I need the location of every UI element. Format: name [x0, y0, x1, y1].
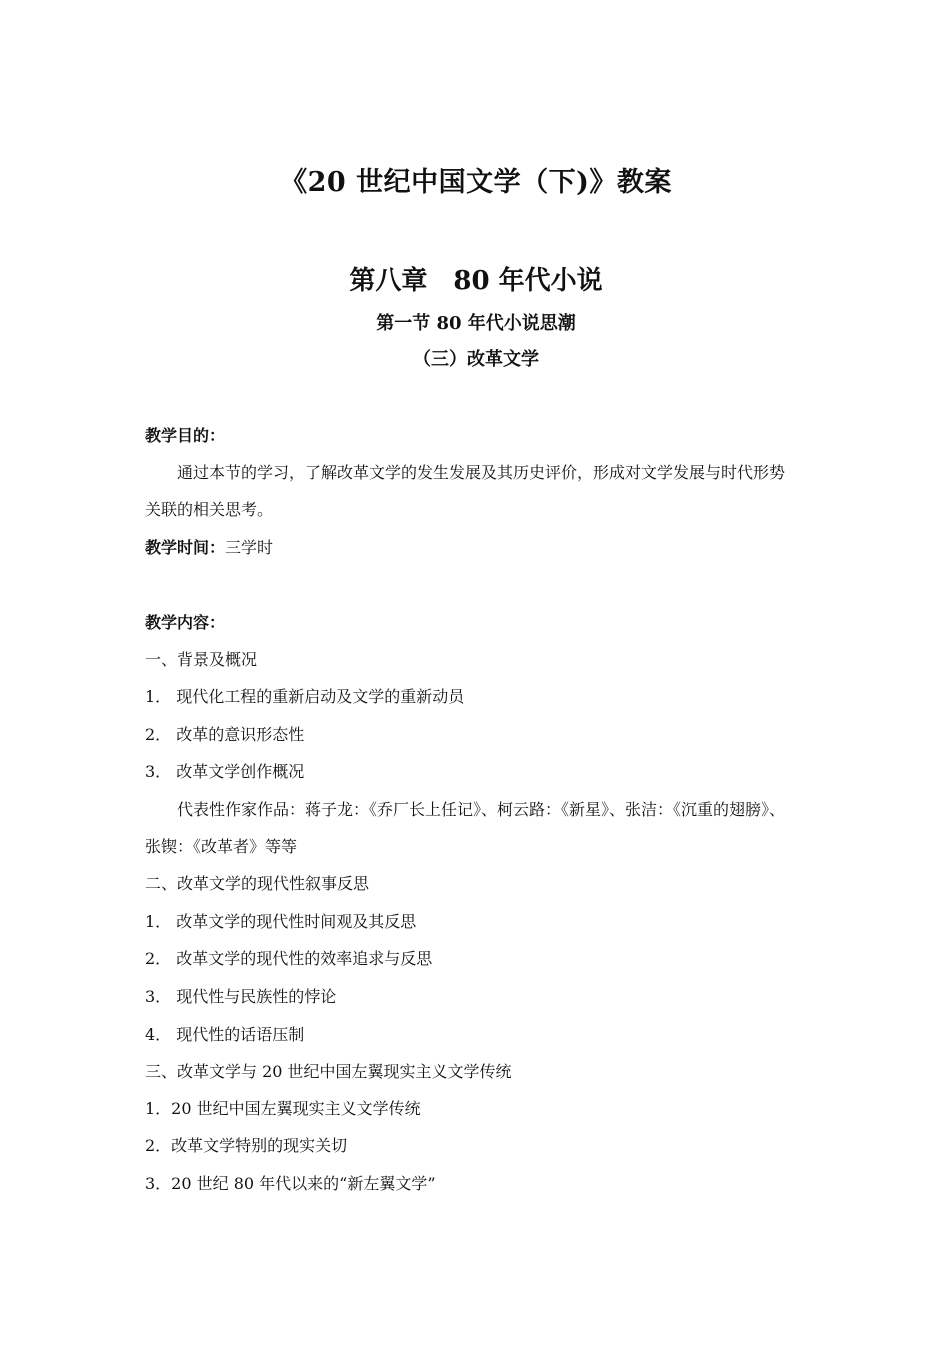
time-value: 三学时: [225, 538, 274, 557]
content-item: 1． 改革文学的现代性时间观及其反思: [145, 912, 417, 931]
content-item: 1． 现代化工程的重新启动及文学的重新动员: [145, 687, 465, 706]
content-item: 3．20 世纪 80 年代以来的“新左翼文学”: [145, 1174, 436, 1193]
time-row: [145, 537, 273, 559]
goals-paragraph-line-1: 通过本节的学习，了解改革文学的发生发展及其历史评价，形成对文学发展与时代形势: [177, 463, 786, 482]
content-item: 2． 改革的意识形态性: [145, 725, 305, 744]
content-heading-2: 二、改革文学的现代性叙事反思: [145, 874, 370, 893]
goals-label: 教学目的：: [145, 426, 226, 445]
content-label: 教学内容：: [145, 613, 226, 632]
representative-works-line-2: 张锲：《改革者》等等: [145, 837, 298, 856]
content-item: 2． 改革文学的现代性的效率追求与反思: [145, 949, 433, 968]
chapter-heading: [0, 260, 952, 297]
goals-paragraph-line-2: 关联的相关思考。: [145, 500, 274, 519]
section-heading: 第一节 80 年代小说思潮: [376, 313, 576, 334]
subsection-heading: （三）改革文学: [413, 349, 539, 370]
content-item: 3． 改革文学创作概况: [145, 762, 305, 781]
chapter-number: 第八章: [349, 266, 428, 296]
content-item: 3． 现代性与民族性的悖论: [145, 987, 337, 1006]
content-heading-1: 一、背景及概况: [145, 650, 258, 669]
representative-works-line-1: 代表性作家作品：蒋子龙：《乔厂长上任记》、柯云路：《新星》、张洁：《沉重的翅膀》、: [177, 800, 786, 819]
chapter-name: 80 年代小说: [453, 266, 603, 296]
content-item: 2．改革文学特别的现实关切: [145, 1136, 348, 1155]
time-label: 教学时间：: [145, 538, 226, 557]
content-item: 1．20 世纪中国左翼现实主义文学传统: [145, 1099, 421, 1118]
content-item: 4． 现代性的话语压制: [145, 1025, 305, 1044]
content-heading-3: 三、改革文学与 20 世纪中国左翼现实主义文学传统: [145, 1062, 512, 1081]
document-title: 《20 世纪中国文学（下)》教案: [280, 167, 672, 198]
